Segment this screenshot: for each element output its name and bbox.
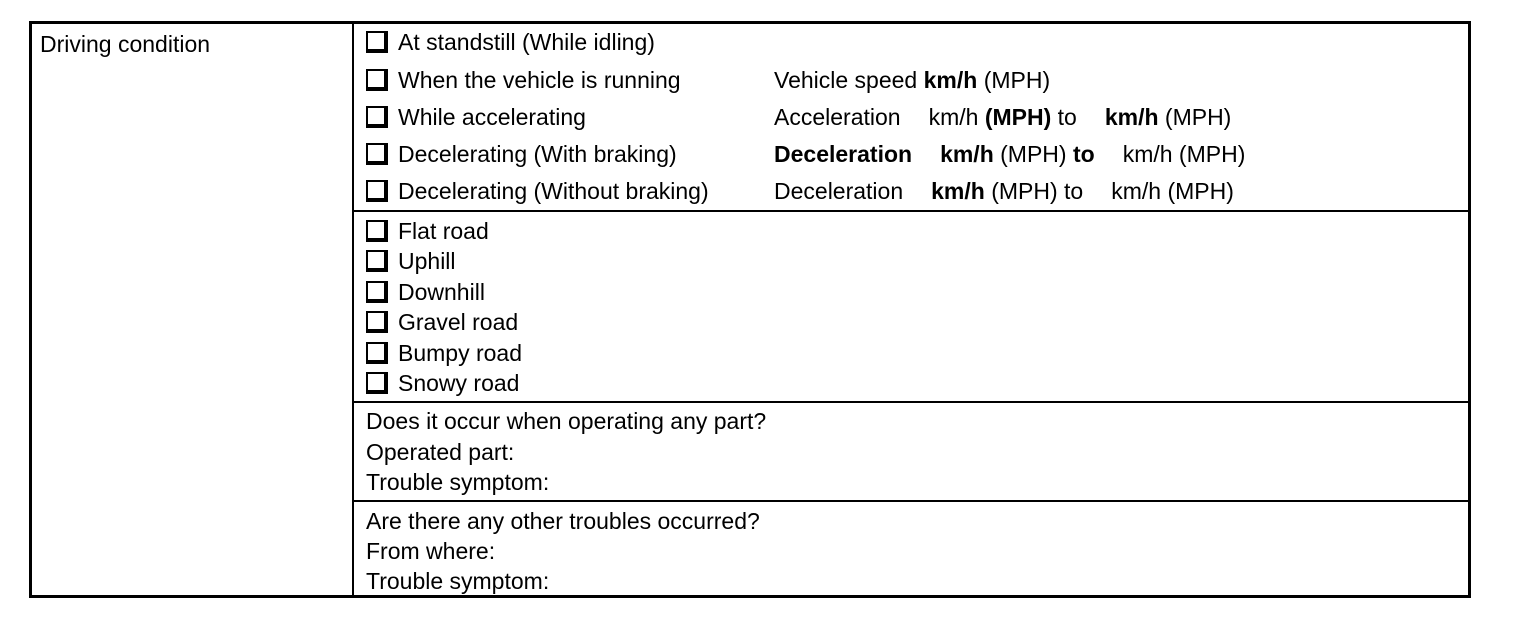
option-snowy-road[interactable]: Snowy road [366, 368, 519, 398]
speed-condition: Vehicle speed km/h (MPH) [774, 67, 1051, 93]
label-cell [32, 24, 354, 595]
acceleration-condition: Acceleration km/h (MPH) to km/h (MPH) [774, 104, 1232, 130]
other-symptom-field[interactable]: Trouble symptom: [366, 568, 550, 594]
other-troubles-section [354, 502, 1468, 598]
deceleration-condition: Deceleration km/h (MPH) to km/h (MPH) [774, 178, 1234, 204]
checkbox[interactable] [366, 311, 388, 333]
option-running[interactable]: When the vehicle is running Vehicle speed km/h (MPH) [366, 65, 1466, 95]
option-flat-road[interactable]: Flat road [366, 216, 489, 246]
checkbox[interactable] [366, 372, 388, 394]
checkbox[interactable] [366, 143, 388, 165]
option-uphill[interactable]: Uphill [366, 246, 456, 276]
motion-section [354, 24, 1468, 212]
checkbox[interactable] [366, 220, 388, 242]
driving-condition-label: Driving condition [40, 31, 211, 57]
operated-part-field[interactable]: Operated part: [366, 439, 515, 465]
operation-section [354, 403, 1468, 502]
from-where-field[interactable]: From where: [366, 538, 496, 564]
option-bumpy-road[interactable]: Bumpy road [366, 338, 522, 368]
checkbox[interactable] [366, 250, 388, 272]
operation-symptom-field[interactable]: Trouble symptom: [366, 469, 550, 495]
deceleration-condition: Deceleration km/h (MPH) to km/h (MPH) [774, 141, 1246, 167]
option-decel-braking[interactable]: Decelerating (With braking) Deceleration km/h (MPH) to km/h (MPH) [366, 139, 1466, 169]
option-downhill[interactable]: Downhill [366, 277, 485, 307]
checkbox[interactable] [366, 106, 388, 128]
other-troubles-question: Are there any other troubles occurred? [366, 508, 760, 534]
checkbox[interactable] [366, 69, 388, 91]
checkbox[interactable] [366, 342, 388, 364]
content-cell [354, 24, 1468, 595]
operation-question: Does it occur when operating any part? [366, 408, 767, 434]
checkbox[interactable] [366, 180, 388, 202]
option-standstill[interactable]: At standstill (While idling) [366, 27, 655, 57]
option-decel-no-braking[interactable]: Decelerating (Without braking) Deceleration km/h (MPH) to km/h (MPH) [366, 176, 1466, 206]
checkbox[interactable] [366, 281, 388, 303]
road-section [354, 212, 1468, 403]
checkbox[interactable] [366, 31, 388, 53]
driving-condition-table [29, 21, 1471, 598]
option-accelerating[interactable]: While accelerating Acceleration km/h (MPH) to km/h (MPH) [366, 102, 1466, 132]
option-gravel-road[interactable]: Gravel road [366, 307, 518, 337]
